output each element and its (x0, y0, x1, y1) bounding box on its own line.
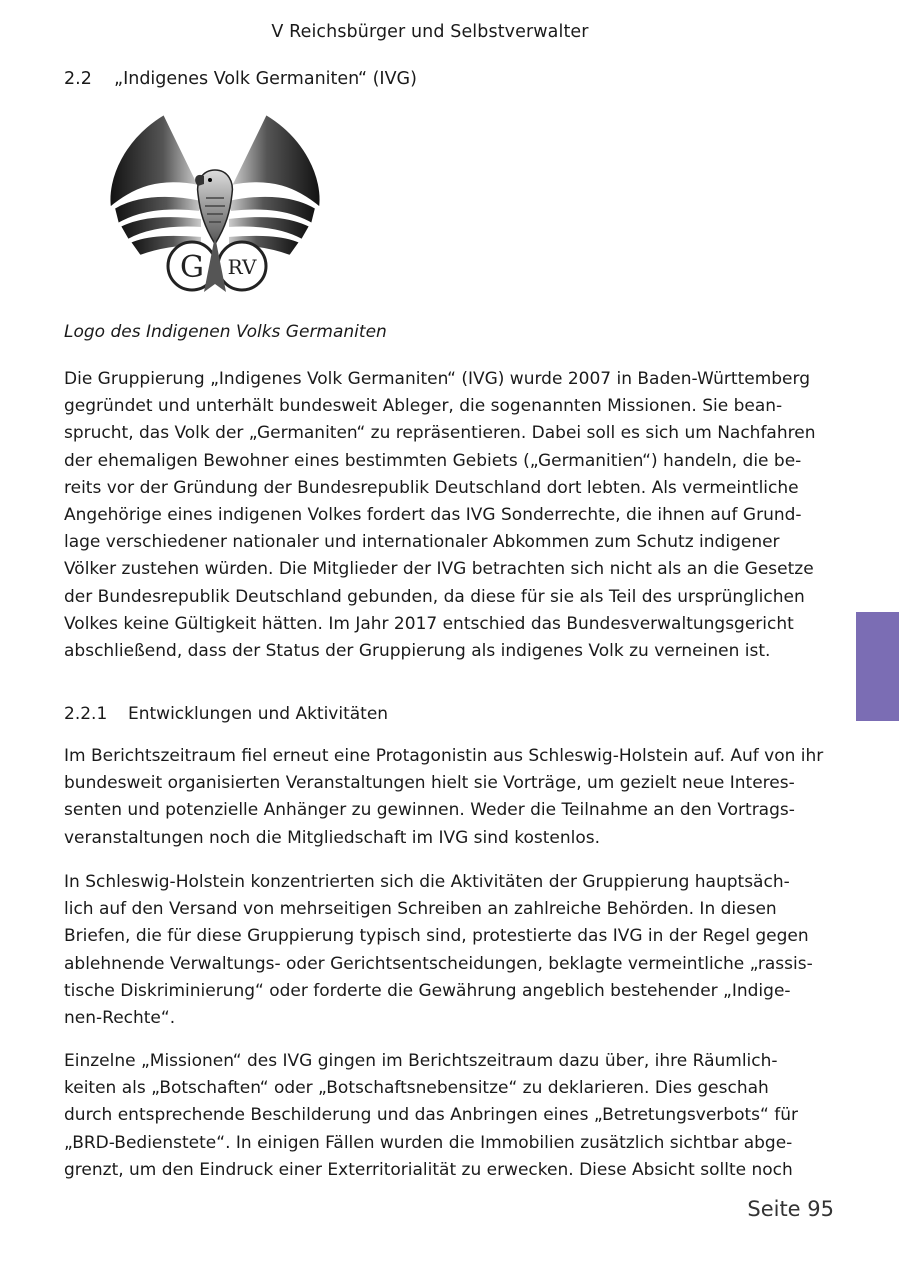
text-line: grenzt, um den Eindruck einer Exterritorialität zu erwecken. Diese Absicht sollte noch (64, 1159, 793, 1180)
subsection-heading (64, 704, 388, 724)
subsection-title: Entwicklungen und Aktivitäten (128, 704, 389, 724)
running-header: V Reichsbürger und Selbstverwalter (271, 22, 589, 42)
section-number: 2.2 (64, 69, 92, 89)
text-line: sprucht, das Volk der „Germaniten“ zu repräsentieren. Dabei soll es sich um Nachfahren (64, 423, 816, 444)
text-line: Volkes keine Gültigkeit hätten. Im Jahr 2017 entschied das Bundesverwaltungsgericht (64, 613, 794, 634)
text-line: veranstaltungen noch die Mitgliedschaft im IVG sind kostenlos. (64, 827, 601, 848)
text-line: Einzelne „Missionen“ des IVG gingen im Berichtszeitraum dazu über, ihre Räumlich- (64, 1051, 778, 1071)
text-line: lage verschiedener nationaler und internationaler Abkommen zum Schutz indigener (64, 532, 780, 553)
paragraph-1 (64, 366, 816, 665)
logo-letter-left: G (180, 250, 204, 285)
text-line: ablehnende Verwaltungs- oder Gerichtsentscheidungen, beklagte vermeintliche „rassis- (64, 953, 813, 974)
text-line: In Schleswig-Holstein konzentrierten sich die Aktivitäten der Gruppierung hauptsäch- (64, 872, 790, 892)
eagle-logo-icon (104, 108, 326, 300)
page-number: Seite 95 (747, 1197, 834, 1221)
text-line: tische Diskriminierung“ oder forderte die Gewährung angeblich bestehender „Indige- (64, 980, 791, 1001)
text-line: gegründet und unterhält bundesweit Ableger, die sogenannten Missionen. Sie bean- (64, 396, 783, 417)
section-title: „Indigenes Volk Germaniten“ (IVG) (114, 69, 417, 89)
paragraph-2 (64, 743, 824, 852)
text-line: Völker zustehen würden. Die Mitglieder der IVG betrachten sich nicht als an die Gesetze (64, 559, 814, 580)
text-line: Angehörige eines indigenen Volkes fordert das IVG Sonderrechte, die ihnen auf Grund- (64, 505, 802, 526)
text-line: bundesweit organisierten Veranstaltungen hielt sie Vorträge, um gezielt neue Interes- (64, 773, 795, 794)
text-line: senten und potenzielle Anhänger zu gewinnen. Weder die Teilnahme an den Vortrags- (64, 800, 795, 821)
logo-letter-right: RV (227, 255, 257, 279)
section-heading (64, 69, 417, 89)
paragraph-3 (64, 869, 813, 1032)
figure-caption: Logo des Indigenen Volks Germaniten (64, 322, 387, 342)
subsection-number: 2.2.1 (64, 704, 108, 724)
paragraph-4 (64, 1048, 804, 1184)
text-line: Die Gruppierung „Indigenes Volk Germaniten“ (IVG) wurde 2007 in Baden-Württemberg (64, 369, 810, 389)
text-line: „BRD-Bedienstete“. In einigen Fällen wurden die Immobilien zusätzlich sichtbar abge- (64, 1132, 793, 1153)
text-line: reits vor der Gründung der Bundesrepublik Deutschland dort lebten. Als vermeintliche (64, 477, 799, 498)
text-line: der ehemaligen Bewohner eines bestimmten Gebiets („Germanitien“) handeln, die be- (64, 450, 802, 471)
text-line: keiten als „Botschaften“ oder „Botschaftsnebensitze“ zu deklarieren. Dies geschah (64, 1078, 769, 1099)
text-line: der Bundesrepublik Deutschland gebunden, da diese für sie als Teil des ursprünglichen (64, 586, 805, 607)
text-line: Im Berichtszeitraum fiel erneut eine Protagonistin aus Schleswig-Holstein auf. Auf von ihr (64, 746, 824, 766)
text-line: abschließend, dass der Status der Gruppierung als indigenes Volk zu verneinen ist. (64, 641, 771, 662)
text-line: durch entsprechende Beschilderung und das Anbringen eines „Betretungsverbots“ für (64, 1105, 798, 1126)
text-line: Briefen, die für diese Gruppierung typisch sind, protestierte das IVG in der Regel gegen (64, 926, 809, 947)
text-line: nen-Rechte“. (64, 1008, 176, 1029)
chapter-side-tab (856, 612, 899, 721)
text-line: lich auf den Versand von mehrseitigen Schreiben an zahlreiche Behörden. In diesen (64, 899, 777, 920)
